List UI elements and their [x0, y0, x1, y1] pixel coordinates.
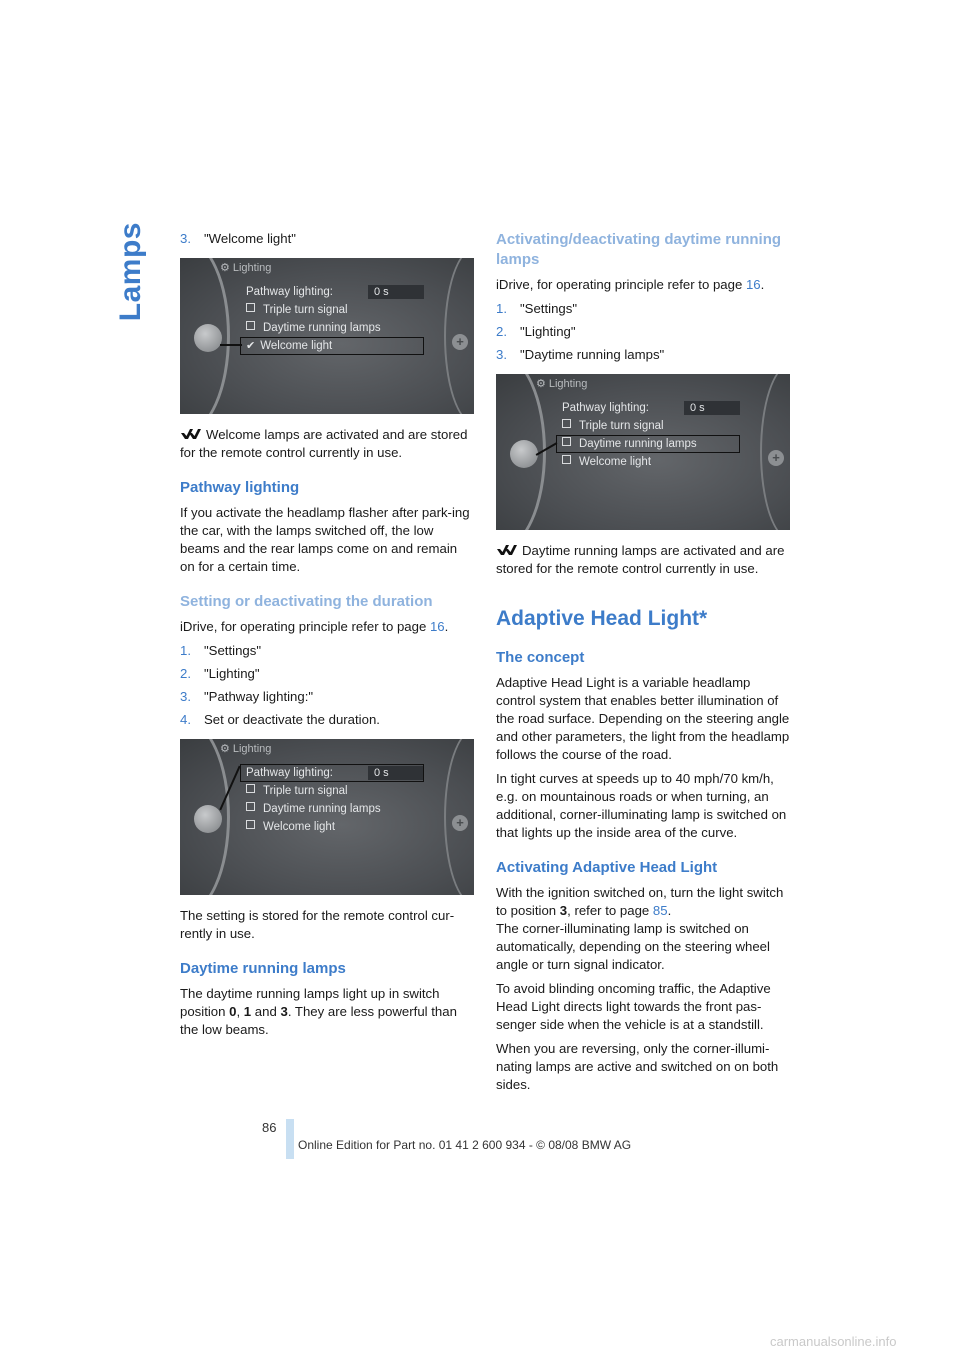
pathway-row: Pathway lighting: — [246, 767, 333, 779]
option-welcome: ✔ Welcome light — [246, 340, 333, 352]
daytime-text: The daytime running lamps light up in switch position 0, 1 and 3. They are less powerful than the low beams. — [180, 986, 457, 1037]
welcome-note: Welcome lamps are activated and are stored for the remote control currently in use. — [180, 427, 468, 460]
gear-icon: ⚙ — [220, 743, 230, 755]
option-welcome: Welcome light — [246, 819, 335, 835]
leader-line — [220, 344, 242, 346]
screen-header: ⚙ Lighting — [536, 378, 588, 390]
checkbox-icon — [246, 321, 255, 330]
idrive-reference: iDrive, for operating principle refer to page 16. — [496, 277, 765, 292]
step-item: 2. "Lighting" — [496, 324, 576, 339]
step-item: 3. "Pathway lighting:" — [180, 689, 314, 704]
screen-header: ⚙ Lighting — [220, 262, 272, 274]
option-daytime: Daytime running lamps — [562, 436, 697, 452]
highlight-frame — [556, 435, 740, 453]
pathway-text: If you activate the headlamp flasher after park-ing the car, with the lamps switched off, the low beams and the rear lamps come on and remain on for a certain time. — [180, 505, 470, 574]
activating-paragraph-2: To avoid blinding oncoming traffic, the Adaptive Head Light directs light towards the front pas-senger side when the vehicle is at a standstill. — [496, 981, 771, 1032]
concept-paragraph-2: In tight curves at speeds up to 40 mph/70 km/h, e.g. on mountainous roads or when turning, an additional, corner-illuminating lamp is switched on that lights up the inside area of the curve. — [496, 771, 787, 840]
pathway-value: 0 s — [368, 766, 424, 780]
page-link[interactable]: 16 — [429, 619, 445, 634]
activating-ahl-heading: Activating Adaptive Head Light — [496, 859, 718, 876]
footer-bar — [286, 1119, 294, 1159]
concept-heading: The concept — [496, 649, 585, 666]
checkbox-icon — [246, 303, 255, 312]
gear-icon: ⚙ — [536, 378, 546, 390]
screen-header: ⚙ Lighting — [220, 743, 272, 755]
stored-text: The setting is stored for the remote control cur-rently in use. — [180, 908, 455, 941]
checkmark-icon: ✔ — [246, 340, 256, 352]
checkbox-icon — [562, 455, 571, 464]
highlight-frame — [240, 764, 424, 782]
highlight-frame — [240, 337, 424, 355]
checkbox-icon — [246, 802, 255, 811]
step-welcome-light — [180, 230, 474, 248]
pathway-heading: Pathway lighting — [180, 479, 300, 496]
controller-knob-icon — [510, 440, 538, 468]
pathway-row: Pathway lighting: — [562, 402, 649, 414]
plus-icon: + — [768, 450, 784, 466]
controller-knob-icon — [194, 324, 222, 352]
option-welcome: Welcome light — [562, 454, 651, 470]
option-triple: Triple turn signal — [246, 783, 348, 799]
pathway-row: Pathway lighting: — [246, 286, 333, 298]
checkmark-icon — [180, 428, 202, 440]
step-item: 1. "Settings" — [180, 643, 262, 658]
step-item: 1. "Settings" — [496, 301, 578, 316]
step-item: 4. Set or deactivate the duration. — [180, 712, 380, 727]
checkbox-icon — [562, 419, 571, 428]
controller-knob-icon — [194, 805, 222, 833]
pathway-value: 0 s — [368, 285, 424, 299]
idrive-screen-daytime — [496, 374, 790, 530]
option-triple: Triple turn signal — [246, 302, 348, 318]
concept-paragraph-1: Adaptive Head Light is a variable headlamp control system that enables better illumination of the road surface. Depending on the steering angle and other parameters, the light from the headlamp follows the course of the road. — [496, 675, 790, 762]
page-link[interactable]: 16 — [745, 277, 761, 292]
left-column — [180, 230, 474, 1045]
option-daytime: Daytime running lamps — [246, 320, 381, 336]
section-title-text: Lamps — [114, 222, 147, 322]
edition-text: Online Edition for Part no. 01 41 2 600 934 - © 08/08 BMW AG — [298, 1138, 632, 1152]
idrive-screen-pathway — [180, 739, 474, 895]
plus-icon: + — [452, 815, 468, 831]
option-triple: Triple turn signal — [562, 418, 664, 434]
checkbox-icon — [246, 820, 255, 829]
step-text: "Welcome light" — [204, 231, 296, 246]
activating-paragraph-3: When you are reversing, only the corner-illumi-nating lamps are active and switched on on both sides. — [496, 1041, 779, 1092]
checkbox-icon — [246, 784, 255, 793]
plus-icon: + — [452, 334, 468, 350]
checkmark-icon — [496, 544, 518, 556]
ahl-heading: Adaptive Head Light* — [496, 607, 708, 630]
page-link[interactable]: 85 — [652, 903, 668, 918]
idrive-reference: iDrive, for operating principle refer to page 16. — [180, 619, 449, 634]
idrive-screen-welcome — [180, 258, 474, 414]
pathway-value: 0 s — [684, 401, 740, 415]
duration-heading: Setting or deactivating the duration — [180, 593, 433, 610]
step-item: 2. "Lighting" — [180, 666, 260, 681]
option-daytime: Daytime running lamps — [246, 801, 381, 817]
activating-paragraph-1: With the ignition switched on, turn the light switch to position 3, refer to page 85. The corner-illuminating lamp is switched on automatically, depending on the steering wheel angle or turn signal indicator. — [496, 885, 784, 972]
daytime-heading: Daytime running lamps — [180, 960, 346, 977]
activating-daytime-heading: Activating/deactivating daytime running lamps — [496, 231, 782, 268]
step-item: 3. "Daytime running lamps" — [496, 347, 665, 362]
watermark: carmanualsonline.info — [770, 1334, 897, 1349]
gear-icon: ⚙ — [220, 262, 230, 274]
step-number: 3. — [180, 231, 191, 246]
page-number: 86 — [262, 1120, 277, 1135]
right-column — [496, 230, 790, 1100]
daytime-note: Daytime running lamps are activated and are stored for the remote control currently in use. — [496, 543, 785, 576]
